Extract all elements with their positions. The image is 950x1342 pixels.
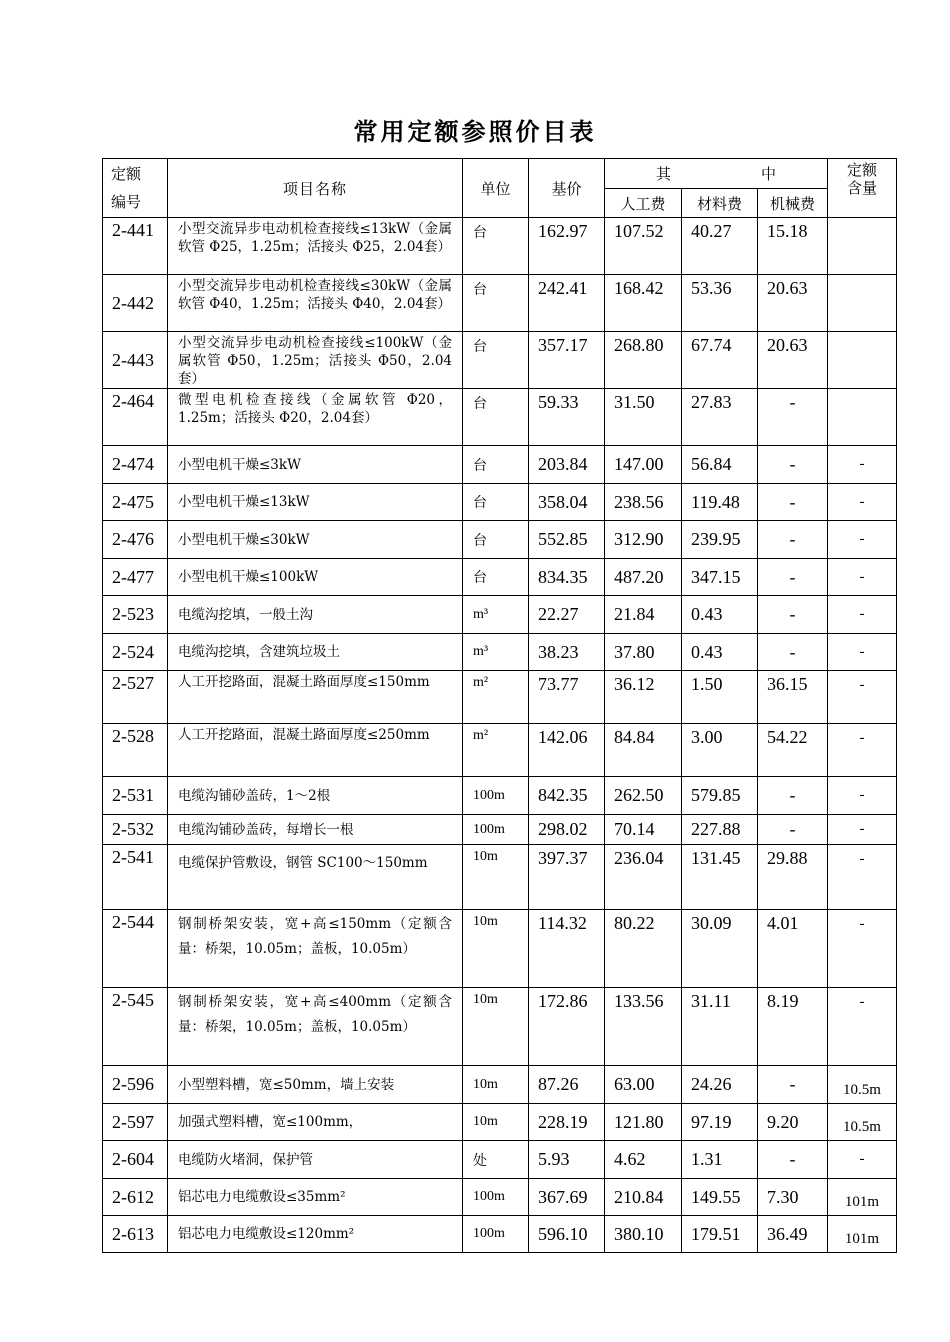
cell-labor: 4.62 — [605, 1141, 682, 1179]
cell-material: 31.11 — [682, 988, 758, 1066]
cell-name: 小型电机干燥≤30kW — [168, 521, 463, 559]
cell-qty — [828, 389, 897, 446]
cell-unit: 100m — [463, 815, 529, 845]
cell-unit: 10m — [463, 910, 529, 988]
table-row — [103, 671, 897, 724]
cell-qty: - — [828, 845, 897, 910]
cell-unit: 10m — [463, 1104, 529, 1141]
cell-machine: 36.15 — [758, 671, 828, 724]
cell-name: 小型电机干燥≤100kW — [168, 559, 463, 596]
cell-material: 179.51 — [682, 1216, 758, 1253]
cell-name: 人工开挖路面，混凝土路面厚度≤150mm — [168, 671, 463, 724]
cell-base: 73.77 — [529, 671, 605, 724]
cell-labor: 262.50 — [605, 777, 682, 815]
cell-unit: 台 — [463, 389, 529, 446]
cell-qty: - — [828, 596, 897, 634]
cell-machine: 9.20 — [758, 1104, 828, 1141]
cell-material: 97.19 — [682, 1104, 758, 1141]
cell-code: 2-475 — [103, 484, 168, 521]
header-base: 基价 — [529, 159, 605, 218]
cell-labor: 121.80 — [605, 1104, 682, 1141]
table-row — [103, 1104, 897, 1141]
cell-machine: - — [758, 596, 828, 634]
cell-code: 2-597 — [103, 1104, 168, 1141]
cell-material: 27.83 — [682, 389, 758, 446]
cell-code: 2-612 — [103, 1179, 168, 1216]
cell-machine: - — [758, 446, 828, 484]
cell-base: 298.02 — [529, 815, 605, 845]
table-row — [103, 218, 897, 275]
table-row — [103, 275, 897, 332]
cell-base: 114.32 — [529, 910, 605, 988]
cell-name: 小型交流异步电动机检查接线≤13kW（金属软管 Φ25，1.25m；活接头 Φ25，2.04套） — [168, 218, 463, 275]
cell-qty: - — [828, 724, 897, 777]
cell-machine: 7.30 — [758, 1179, 828, 1216]
cell-machine: - — [758, 559, 828, 596]
cell-material: 3.00 — [682, 724, 758, 777]
cell-code: 2-532 — [103, 815, 168, 845]
cell-base: 162.97 — [529, 218, 605, 275]
cell-unit: m² — [463, 724, 529, 777]
cell-labor: 36.12 — [605, 671, 682, 724]
table-row — [103, 484, 897, 521]
cell-machine: - — [758, 389, 828, 446]
cell-labor: 107.52 — [605, 218, 682, 275]
cell-code: 2-527 — [103, 671, 168, 724]
header-code — [103, 159, 168, 218]
cell-qty: 10.5m — [828, 1104, 897, 1141]
cell-base: 834.35 — [529, 559, 605, 596]
header-unit: 单位 — [463, 159, 529, 218]
cell-machine: - — [758, 777, 828, 815]
cell-material: 227.88 — [682, 815, 758, 845]
cell-code: 2-474 — [103, 446, 168, 484]
cell-base: 842.35 — [529, 777, 605, 815]
cell-unit: 100m — [463, 1216, 529, 1253]
cell-labor: 63.00 — [605, 1066, 682, 1104]
cell-code: 2-528 — [103, 724, 168, 777]
cell-material: 347.15 — [682, 559, 758, 596]
cell-material: 119.48 — [682, 484, 758, 521]
cell-qty: - — [828, 988, 897, 1066]
cell-base: 367.69 — [529, 1179, 605, 1216]
cell-base: 59.33 — [529, 389, 605, 446]
header-among-right: 中 — [760, 165, 776, 183]
cell-code: 2-441 — [103, 218, 168, 275]
cell-code: 2-544 — [103, 910, 168, 988]
cell-name: 电缆沟挖填，含建筑垃圾土 — [168, 634, 463, 671]
cell-name: 小型交流异步电动机检查接线≤30kW（金属软管 Φ40，1.25m；活接头 Φ40，2.04套） — [168, 275, 463, 332]
cell-material: 131.45 — [682, 845, 758, 910]
table-row — [103, 988, 897, 1066]
cell-material: 0.43 — [682, 596, 758, 634]
header-material: 材料费 — [682, 189, 758, 218]
cell-qty: 101m — [828, 1216, 897, 1253]
cell-machine: - — [758, 1066, 828, 1104]
cell-qty: 10.5m — [828, 1066, 897, 1104]
header-among-left: 其 — [655, 165, 671, 183]
cell-base: 142.06 — [529, 724, 605, 777]
table-row — [103, 1179, 897, 1216]
cell-material: 1.31 — [682, 1141, 758, 1179]
cell-machine: 4.01 — [758, 910, 828, 988]
cell-base: 38.23 — [529, 634, 605, 671]
table-row — [103, 910, 897, 988]
cell-labor: 21.84 — [605, 596, 682, 634]
cell-qty: - — [828, 1141, 897, 1179]
table-row — [103, 1216, 897, 1253]
cell-labor: 312.90 — [605, 521, 682, 559]
cell-base: 552.85 — [529, 521, 605, 559]
table-row — [103, 815, 897, 845]
cell-labor: 210.84 — [605, 1179, 682, 1216]
cell-code: 2-443 — [103, 332, 168, 389]
table-row — [103, 559, 897, 596]
cell-name: 小型交流异步电动机检查接线≤100kW（金属软管 Φ50，1.25m；活接头 Φ50，2.04套） — [168, 332, 463, 389]
cell-material: 24.26 — [682, 1066, 758, 1104]
table-row — [103, 845, 897, 910]
header-code-top: 定额 — [111, 165, 142, 183]
cell-qty: - — [828, 777, 897, 815]
cell-qty: - — [828, 484, 897, 521]
cell-base: 87.26 — [529, 1066, 605, 1104]
cell-material: 149.55 — [682, 1179, 758, 1216]
cell-unit: 10m — [463, 845, 529, 910]
cell-unit: 台 — [463, 218, 529, 275]
cell-qty — [828, 275, 897, 332]
cell-code: 2-477 — [103, 559, 168, 596]
cell-labor: 487.20 — [605, 559, 682, 596]
price-table — [102, 158, 897, 1253]
cell-unit: 台 — [463, 275, 529, 332]
cell-qty — [828, 218, 897, 275]
cell-unit: 台 — [463, 484, 529, 521]
cell-machine: 29.88 — [758, 845, 828, 910]
cell-name: 加强式塑料槽，宽≤100mm， — [168, 1104, 463, 1141]
cell-unit: 台 — [463, 446, 529, 484]
table-row — [103, 332, 897, 389]
cell-name: 钢制桥架安装，宽+高≤150mm（定额含量：桥架，10.05m；盖板，10.05m） — [168, 910, 463, 988]
cell-base: 596.10 — [529, 1216, 605, 1253]
cell-name: 电缆沟铺砂盖砖，每增长一根 — [168, 815, 463, 845]
cell-base: 5.93 — [529, 1141, 605, 1179]
cell-code: 2-464 — [103, 389, 168, 446]
cell-labor: 236.04 — [605, 845, 682, 910]
cell-qty: 101m — [828, 1179, 897, 1216]
cell-qty: - — [828, 634, 897, 671]
header-name: 项目名称 — [168, 159, 463, 218]
header-qty-top: 定额 — [847, 161, 878, 179]
cell-code: 2-524 — [103, 634, 168, 671]
cell-material: 239.95 — [682, 521, 758, 559]
cell-base: 203.84 — [529, 446, 605, 484]
cell-machine: - — [758, 634, 828, 671]
cell-base: 228.19 — [529, 1104, 605, 1141]
table-row — [103, 634, 897, 671]
table-row — [103, 521, 897, 559]
header-machine: 机械费 — [758, 189, 828, 218]
header-qty-bottom: 含量 — [847, 179, 878, 197]
cell-unit: 台 — [463, 332, 529, 389]
header-qty — [828, 159, 897, 218]
cell-labor: 70.14 — [605, 815, 682, 845]
header-labor: 人工费 — [605, 189, 682, 218]
table-row — [103, 596, 897, 634]
cell-qty: - — [828, 521, 897, 559]
cell-code: 2-476 — [103, 521, 168, 559]
cell-code: 2-523 — [103, 596, 168, 634]
cell-name: 钢制桥架安装，宽+高≤400mm（定额含量：桥架，10.05m；盖板，10.05m） — [168, 988, 463, 1066]
cell-labor: 84.84 — [605, 724, 682, 777]
cell-code: 2-613 — [103, 1216, 168, 1253]
cell-machine: 20.63 — [758, 332, 828, 389]
cell-material: 0.43 — [682, 634, 758, 671]
cell-labor: 168.42 — [605, 275, 682, 332]
cell-unit: 100m — [463, 777, 529, 815]
cell-labor: 380.10 — [605, 1216, 682, 1253]
table-row — [103, 724, 897, 777]
table-row — [103, 1141, 897, 1179]
cell-name: 小型塑料槽，宽≤50mm，墙上安装 — [168, 1066, 463, 1104]
cell-name: 铝芯电力电缆敷设≤120mm² — [168, 1216, 463, 1253]
table-row — [103, 446, 897, 484]
cell-base: 357.17 — [529, 332, 605, 389]
header-code-bottom: 编号 — [111, 193, 142, 211]
cell-unit: 台 — [463, 521, 529, 559]
cell-qty: - — [828, 910, 897, 988]
cell-name: 电缆防火堵洞，保护管 — [168, 1141, 463, 1179]
cell-labor: 238.56 — [605, 484, 682, 521]
cell-unit: m³ — [463, 596, 529, 634]
cell-material: 30.09 — [682, 910, 758, 988]
cell-machine: - — [758, 484, 828, 521]
cell-unit: 台 — [463, 559, 529, 596]
cell-material: 53.36 — [682, 275, 758, 332]
cell-code: 2-545 — [103, 988, 168, 1066]
cell-unit: 10m — [463, 988, 529, 1066]
cell-base: 22.27 — [529, 596, 605, 634]
cell-qty — [828, 332, 897, 389]
cell-material: 579.85 — [682, 777, 758, 815]
cell-qty: - — [828, 559, 897, 596]
cell-labor: 37.80 — [605, 634, 682, 671]
cell-name: 电缆保护管敷设，钢管 SC100～150mm — [168, 845, 463, 910]
cell-code: 2-541 — [103, 845, 168, 910]
cell-code: 2-531 — [103, 777, 168, 815]
cell-name: 人工开挖路面，混凝土路面厚度≤250mm — [168, 724, 463, 777]
page-title: 常用定额参照价目表 — [353, 117, 597, 146]
cell-machine: - — [758, 1141, 828, 1179]
cell-qty: - — [828, 815, 897, 845]
table-row — [103, 1066, 897, 1104]
cell-name: 电缆沟铺砂盖砖，1～2根 — [168, 777, 463, 815]
cell-material: 56.84 — [682, 446, 758, 484]
cell-name: 小型电机干燥≤3kW — [168, 446, 463, 484]
cell-code: 2-442 — [103, 275, 168, 332]
cell-unit: 处 — [463, 1141, 529, 1179]
cell-code: 2-596 — [103, 1066, 168, 1104]
cell-name: 微型电机检查接线（金属软管 Φ20，1.25m；活接头 Φ20，2.04套） — [168, 389, 463, 446]
cell-base: 397.37 — [529, 845, 605, 910]
table-row — [103, 389, 897, 446]
cell-labor: 80.22 — [605, 910, 682, 988]
cell-base: 358.04 — [529, 484, 605, 521]
cell-name: 电缆沟挖填，一般土沟 — [168, 596, 463, 634]
cell-name: 小型电机干燥≤13kW — [168, 484, 463, 521]
cell-machine: 54.22 — [758, 724, 828, 777]
cell-name: 铝芯电力电缆敷设≤35mm² — [168, 1179, 463, 1216]
cell-material: 67.74 — [682, 332, 758, 389]
cell-machine: 20.63 — [758, 275, 828, 332]
cell-machine: 8.19 — [758, 988, 828, 1066]
cell-labor: 268.80 — [605, 332, 682, 389]
cell-base: 172.86 — [529, 988, 605, 1066]
cell-labor: 133.56 — [605, 988, 682, 1066]
cell-unit: m³ — [463, 634, 529, 671]
cell-unit: m² — [463, 671, 529, 724]
cell-material: 1.50 — [682, 671, 758, 724]
cell-qty: - — [828, 446, 897, 484]
cell-unit: 10m — [463, 1066, 529, 1104]
cell-machine: 36.49 — [758, 1216, 828, 1253]
table-row — [103, 777, 897, 815]
cell-material: 40.27 — [682, 218, 758, 275]
cell-machine: 15.18 — [758, 218, 828, 275]
cell-machine: - — [758, 521, 828, 559]
cell-code: 2-604 — [103, 1141, 168, 1179]
cell-qty: - — [828, 671, 897, 724]
cell-labor: 147.00 — [605, 446, 682, 484]
header-among — [605, 159, 828, 189]
cell-labor: 31.50 — [605, 389, 682, 446]
cell-unit: 100m — [463, 1179, 529, 1216]
cell-machine: - — [758, 815, 828, 845]
cell-base: 242.41 — [529, 275, 605, 332]
